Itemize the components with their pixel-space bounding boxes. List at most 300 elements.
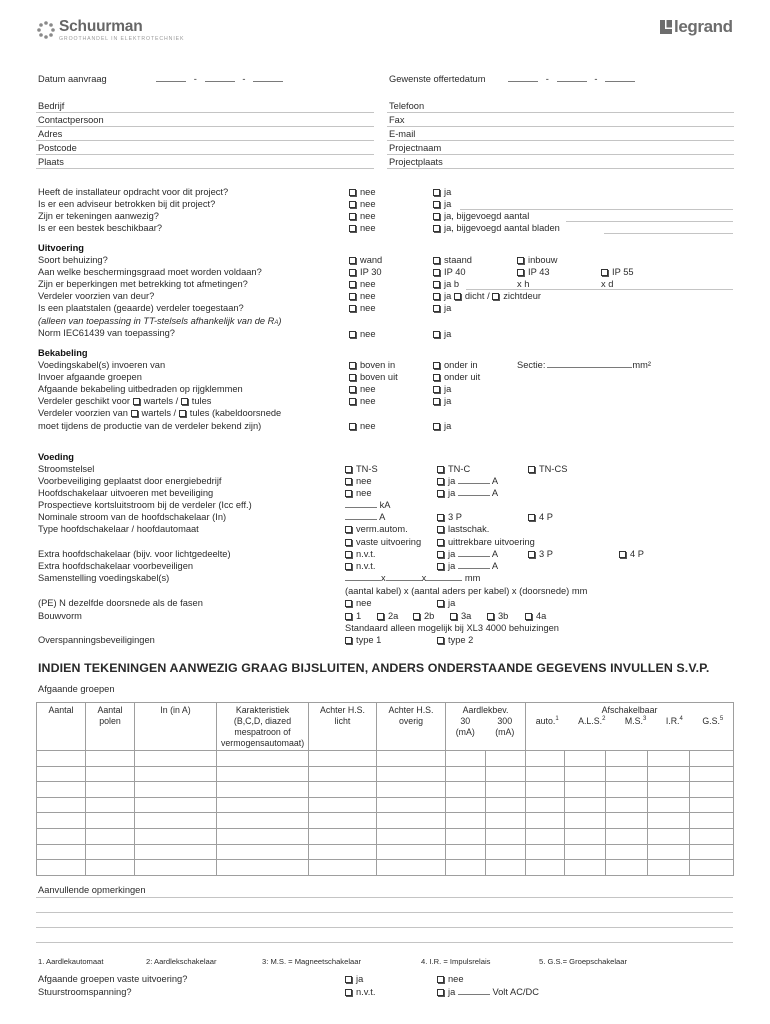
table-cell[interactable] xyxy=(606,751,648,767)
extra1-nvt-option[interactable]: n.v.t. xyxy=(345,548,375,560)
table-cell[interactable] xyxy=(526,766,565,782)
checkbox-icon[interactable] xyxy=(433,398,440,405)
table-cell[interactable] xyxy=(37,860,86,876)
table-cell[interactable] xyxy=(135,860,217,876)
table-header-row xyxy=(37,703,734,751)
checkbox-icon[interactable] xyxy=(433,331,440,338)
checkbox-icon[interactable] xyxy=(349,189,356,196)
table-cell[interactable] xyxy=(86,766,135,782)
table-cell[interactable] xyxy=(217,860,309,876)
projectplaats-field[interactable] xyxy=(387,168,734,169)
checkbox-icon[interactable] xyxy=(345,539,352,546)
aardlek-30-label: 30 (mA) xyxy=(455,716,475,737)
table-row xyxy=(37,751,734,767)
checkbox-icon[interactable] xyxy=(437,490,444,497)
table-cell[interactable] xyxy=(37,844,86,860)
checkbox-icon[interactable] xyxy=(349,213,356,220)
geschikt-nee-option[interactable]: nee xyxy=(349,395,376,407)
checkbox-icon[interactable] xyxy=(437,478,444,485)
table-cell[interactable] xyxy=(86,844,135,860)
type1-option[interactable]: type 1 xyxy=(345,634,381,646)
checkbox-icon[interactable] xyxy=(345,989,352,996)
projectplaats-label: Projectplaats xyxy=(389,157,443,167)
behuizing-wand-option[interactable]: wand xyxy=(349,254,382,266)
checkbox-icon[interactable] xyxy=(349,386,356,393)
table-cell[interactable] xyxy=(86,860,135,876)
ip43-option[interactable]: IP 43 xyxy=(517,266,550,278)
checkbox-icon[interactable] xyxy=(492,293,499,300)
checkbox-icon[interactable] xyxy=(345,613,352,620)
table-cell[interactable] xyxy=(648,782,690,798)
table-cell[interactable] xyxy=(648,751,690,767)
type2-option[interactable]: type 2 xyxy=(437,634,473,646)
bedrijf-label: Bedrijf xyxy=(38,101,65,111)
table-cell[interactable] xyxy=(446,860,486,876)
checkbox-icon[interactable] xyxy=(433,362,440,369)
projectnaam-label: Projectnaam xyxy=(389,143,442,153)
table-cell[interactable] xyxy=(606,766,648,782)
table-cell[interactable] xyxy=(217,844,309,860)
rijgklemmen-nee-option[interactable]: nee xyxy=(349,383,376,395)
table-cell[interactable] xyxy=(135,813,217,829)
checkbox-icon[interactable] xyxy=(345,637,352,644)
col-achter-licht: Achter H.S. licht xyxy=(309,703,377,751)
energie-nee-option[interactable]: nee xyxy=(345,475,372,487)
checkbox-icon[interactable] xyxy=(345,490,352,497)
contactpersoon-field[interactable] xyxy=(36,126,374,127)
table-cell[interactable] xyxy=(486,766,526,782)
table-cell[interactable] xyxy=(135,751,217,767)
q-rijgklemmen: Afgaande bekabeling uitbedraden op rijgklemmen xyxy=(38,384,243,394)
checkbox-icon[interactable] xyxy=(433,423,440,430)
checkbox-icon[interactable] xyxy=(433,257,440,264)
voeding-heading: Voeding xyxy=(38,452,74,462)
telefoon-field[interactable] xyxy=(387,112,734,113)
energie-ja-option[interactable]: ja A xyxy=(437,475,498,487)
opmerkingen-line-3[interactable] xyxy=(36,927,733,928)
vaste-ja-option[interactable]: ja xyxy=(345,973,363,985)
table-cell[interactable] xyxy=(86,797,135,813)
tncs-option[interactable]: TN-CS xyxy=(528,463,567,475)
bestek-nee-option[interactable]: nee xyxy=(349,222,376,234)
checkbox-icon[interactable] xyxy=(437,563,444,570)
checkbox-icon[interactable] xyxy=(528,551,535,558)
q-energiebedrijf: Voorbeveiliging geplaatst door energiebedrijf xyxy=(38,476,222,486)
table-cell[interactable] xyxy=(37,828,86,844)
q-extra-hoofdschakelaar: Extra hoofdschakelaar (bijv. voor lichtgedeelte) xyxy=(38,549,231,559)
bouwvorm-1-option[interactable]: 1 xyxy=(345,610,361,622)
checkbox-icon[interactable] xyxy=(349,257,356,264)
fax-field[interactable] xyxy=(387,126,734,127)
checkbox-icon[interactable] xyxy=(345,551,352,558)
table-cell[interactable] xyxy=(526,844,565,860)
table-cell[interactable] xyxy=(565,782,606,798)
table-cell[interactable] xyxy=(565,751,606,767)
table-cell[interactable] xyxy=(606,782,648,798)
behuizing-inbouw-option[interactable]: inbouw xyxy=(517,254,557,266)
table-cell[interactable] xyxy=(690,860,734,876)
q-opdracht: Heeft de installateur opdracht voor dit project? xyxy=(38,187,229,197)
tnc-option[interactable]: TN-C xyxy=(437,463,470,475)
afmetingen-ja-option[interactable]: ja b xyxy=(433,278,459,290)
geschikt-ja-option[interactable]: ja xyxy=(433,395,451,407)
table-cell[interactable] xyxy=(86,751,135,767)
bedrijf-field[interactable] xyxy=(36,112,374,113)
table-cell[interactable] xyxy=(37,797,86,813)
table-cell[interactable] xyxy=(217,828,309,844)
table-cell[interactable] xyxy=(446,751,486,767)
table-cell[interactable] xyxy=(309,766,377,782)
table-row xyxy=(37,844,734,860)
table-cell[interactable] xyxy=(309,813,377,829)
opmerkingen-line-2[interactable] xyxy=(36,912,733,913)
table-cell[interactable] xyxy=(86,828,135,844)
bouwvorm-3a-option[interactable]: 3a xyxy=(450,610,471,622)
table-cell[interactable] xyxy=(565,860,606,876)
deur-ja-option[interactable]: ja dicht / zichtdeur xyxy=(433,290,541,302)
checkbox-icon[interactable] xyxy=(345,563,352,570)
table-cell[interactable] xyxy=(648,828,690,844)
table-cell[interactable] xyxy=(606,828,648,844)
checkbox-icon[interactable] xyxy=(349,398,356,405)
col-in: In (in A) xyxy=(135,703,217,751)
checkbox-icon[interactable] xyxy=(349,293,356,300)
checkbox-icon[interactable] xyxy=(433,225,440,232)
q-stroomstelsel: Stroomstelsel xyxy=(38,464,95,474)
table-cell[interactable] xyxy=(377,782,446,798)
checkbox-icon[interactable] xyxy=(349,423,356,430)
table-row xyxy=(37,828,734,844)
checkbox-icon[interactable] xyxy=(437,539,444,546)
table-cell[interactable] xyxy=(606,797,648,813)
table-cell[interactable] xyxy=(37,751,86,767)
table-cell[interactable] xyxy=(309,797,377,813)
table-cell[interactable] xyxy=(565,813,606,829)
bouwvorm-2a-option[interactable]: 2a xyxy=(377,610,398,622)
ip55-option[interactable]: IP 55 xyxy=(601,266,634,278)
ip40-option[interactable]: IP 40 xyxy=(433,266,466,278)
afgaande-groepen-table xyxy=(36,702,734,876)
tekeningen-ja-option[interactable]: ja, bijgevoegd aantal xyxy=(433,210,529,222)
checkbox-icon[interactable] xyxy=(517,257,524,264)
table-cell[interactable] xyxy=(309,828,377,844)
table-cell[interactable] xyxy=(309,782,377,798)
checkbox-icon[interactable] xyxy=(437,600,444,607)
postcode-field[interactable] xyxy=(36,154,374,155)
ip30-option[interactable]: IP 30 xyxy=(349,266,382,278)
q-hoofdschakelaar-beveiliging: Hoofdschakelaar uitvoeren met beveiliging xyxy=(38,488,214,498)
tekeningen-nee-option[interactable]: nee xyxy=(349,210,376,222)
table-cell[interactable] xyxy=(309,751,377,767)
table-cell[interactable] xyxy=(135,782,217,798)
hoofd-bev-ja-option[interactable]: ja A xyxy=(437,487,498,499)
stuur-nvt-option[interactable]: n.v.t. xyxy=(345,986,375,998)
table-cell[interactable] xyxy=(606,813,648,829)
checkbox-icon[interactable] xyxy=(437,526,444,533)
bouwvorm-label: Bouwvorm xyxy=(38,611,82,621)
opmerkingen-line-1[interactable] xyxy=(36,897,733,898)
table-cell[interactable] xyxy=(606,844,648,860)
table-cell[interactable] xyxy=(377,844,446,860)
checkbox-icon[interactable] xyxy=(345,526,352,533)
verm-autom-option[interactable]: verm.autom. xyxy=(345,523,408,535)
afmetingen-h-label: x h xyxy=(517,279,530,289)
checkbox-icon[interactable] xyxy=(133,398,140,405)
checkbox-icon[interactable] xyxy=(433,201,440,208)
bestek-ja-option[interactable]: ja, bijgevoegd aantal bladen xyxy=(433,222,560,234)
checkbox-icon[interactable] xyxy=(377,613,384,620)
opdracht-nee-option[interactable]: nee xyxy=(349,186,376,198)
table-cell[interactable] xyxy=(648,797,690,813)
checkbox-icon[interactable] xyxy=(437,637,444,644)
table-cell[interactable] xyxy=(690,782,734,798)
table-cell[interactable] xyxy=(526,813,565,829)
behuizing-staand-option[interactable]: staand xyxy=(433,254,472,266)
checkbox-icon[interactable] xyxy=(349,201,356,208)
uittrekbare-uitvoering-option[interactable]: uittrekbare uitvoering xyxy=(437,536,535,548)
voedingskabel-onder-in-option[interactable]: onder in xyxy=(433,359,478,371)
voedingskabel-boven-in-option[interactable]: boven in xyxy=(349,359,395,371)
checkbox-icon[interactable] xyxy=(349,331,356,338)
checkbox-icon[interactable] xyxy=(528,514,535,521)
table-cell[interactable] xyxy=(446,797,486,813)
table-cell[interactable] xyxy=(606,860,648,876)
table-cell[interactable] xyxy=(309,860,377,876)
checkbox-icon[interactable] xyxy=(433,189,440,196)
table-cell[interactable] xyxy=(446,782,486,798)
checkbox-icon[interactable] xyxy=(437,551,444,558)
checkbox-icon[interactable] xyxy=(517,269,524,276)
table-cell[interactable] xyxy=(690,813,734,829)
bestek-aantal-field[interactable] xyxy=(604,233,733,234)
table-cell[interactable] xyxy=(377,797,446,813)
table-cell[interactable] xyxy=(565,844,606,860)
table-cell[interactable] xyxy=(217,766,309,782)
checkbox-icon[interactable] xyxy=(433,305,440,312)
table-cell[interactable] xyxy=(690,766,734,782)
samenstelling-note: (aantal kabel) x (aantal aders per kabel) x (doorsnede) mm xyxy=(345,586,588,596)
adviseur-nee-option[interactable]: nee xyxy=(349,198,376,210)
checkbox-icon[interactable] xyxy=(181,398,188,405)
checkbox-icon[interactable] xyxy=(349,362,356,369)
bouwvorm-4a-option[interactable]: 4a xyxy=(525,610,546,622)
checkbox-icon[interactable] xyxy=(437,976,444,983)
tekeningen-aantal-field[interactable] xyxy=(566,221,733,222)
table-cell[interactable] xyxy=(690,828,734,844)
table-cell[interactable] xyxy=(135,766,217,782)
table-cell[interactable] xyxy=(526,782,565,798)
lastschak-option[interactable]: lastschak. xyxy=(437,523,489,535)
table-cell[interactable] xyxy=(648,844,690,860)
checkbox-icon[interactable] xyxy=(349,281,356,288)
checkbox-icon[interactable] xyxy=(525,613,532,620)
legrand-mark-icon xyxy=(660,20,672,34)
table-cell[interactable] xyxy=(486,828,526,844)
table-cell[interactable] xyxy=(86,782,135,798)
adviseur-ja-option[interactable]: ja xyxy=(433,198,451,210)
adres-field[interactable] xyxy=(36,140,374,141)
invoer-onder-uit-option[interactable]: onder uit xyxy=(433,371,480,383)
bouwvorm-2b-option[interactable]: 2b xyxy=(413,610,434,622)
contactpersoon-label: Contactpersoon xyxy=(38,115,104,125)
checkbox-icon[interactable] xyxy=(450,613,457,620)
table-cell[interactable] xyxy=(690,797,734,813)
checkbox-icon[interactable] xyxy=(433,213,440,220)
checkbox-icon[interactable] xyxy=(619,551,626,558)
datum-aanvraag-field[interactable]: - - xyxy=(156,73,283,85)
checkbox-icon[interactable] xyxy=(528,466,535,473)
4p-option[interactable]: 4 P xyxy=(528,511,553,523)
checkbox-icon[interactable] xyxy=(179,410,186,417)
icc-field[interactable]: kA xyxy=(345,499,390,511)
table-cell[interactable] xyxy=(486,860,526,876)
checkbox-icon[interactable] xyxy=(433,269,440,276)
checkbox-icon[interactable] xyxy=(349,269,356,276)
checkbox-icon[interactable] xyxy=(349,225,356,232)
plaats-field[interactable] xyxy=(36,168,374,169)
extra2-nvt-option[interactable]: n.v.t. xyxy=(345,560,375,572)
table-cell[interactable] xyxy=(86,813,135,829)
extra1-3p-option[interactable]: 3 P xyxy=(528,548,553,560)
checkbox-icon[interactable] xyxy=(345,478,352,485)
checkbox-icon[interactable] xyxy=(131,410,138,417)
table-cell[interactable] xyxy=(565,766,606,782)
bouwvorm-3b-option[interactable]: 3b xyxy=(487,610,508,622)
table-cell[interactable] xyxy=(648,766,690,782)
table-cell[interactable] xyxy=(37,813,86,829)
checkbox-icon[interactable] xyxy=(433,293,440,300)
plaatstalen-ja-option[interactable]: ja xyxy=(433,302,451,314)
checkbox-icon[interactable] xyxy=(433,281,440,288)
table-cell[interactable] xyxy=(135,797,217,813)
table-cell[interactable] xyxy=(526,797,565,813)
checkbox-icon[interactable] xyxy=(437,466,444,473)
afschakelbaar-label: Afschakelbaar xyxy=(601,705,658,715)
extra2-ja-option[interactable]: ja A xyxy=(437,560,498,572)
table-cell[interactable] xyxy=(217,813,309,829)
q-extra-voorbeveiligen: Extra hoofdschakelaar voorbeveiligen xyxy=(38,561,194,571)
norm-nee-option[interactable]: nee xyxy=(349,328,376,340)
checkbox-icon[interactable] xyxy=(433,386,440,393)
checkbox-icon[interactable] xyxy=(601,269,608,276)
email-label: E-mail xyxy=(389,129,416,139)
deur-nee-option[interactable]: nee xyxy=(349,290,376,302)
table-cell[interactable] xyxy=(135,844,217,860)
table-cell[interactable] xyxy=(377,828,446,844)
table-cell[interactable] xyxy=(486,751,526,767)
table-cell[interactable] xyxy=(135,828,217,844)
pen-ja-option[interactable]: ja xyxy=(437,597,455,609)
checkbox-icon[interactable] xyxy=(454,293,461,300)
table-cell[interactable] xyxy=(217,797,309,813)
table-cell[interactable] xyxy=(309,844,377,860)
table-cell[interactable] xyxy=(486,813,526,829)
checkbox-icon[interactable] xyxy=(349,305,356,312)
table-cell[interactable] xyxy=(648,860,690,876)
3p-option[interactable]: 3 P xyxy=(437,511,462,523)
invoer-boven-uit-option[interactable]: boven uit xyxy=(349,371,398,383)
table-cell[interactable] xyxy=(37,782,86,798)
stuur-ja-option[interactable]: ja Volt AC/DC xyxy=(437,986,539,998)
table-cell[interactable] xyxy=(37,766,86,782)
table-cell[interactable] xyxy=(377,766,446,782)
table-cell[interactable] xyxy=(690,751,734,767)
table-cell[interactable] xyxy=(526,860,565,876)
q-norm: Norm IEC61439 van toepassing? xyxy=(38,328,175,338)
hoofd-bev-nee-option[interactable]: nee xyxy=(345,487,372,499)
projectnaam-field[interactable] xyxy=(387,154,734,155)
extra1-4p-option[interactable]: 4 P xyxy=(619,548,644,560)
tt-stelsel-note: (alleen van toepassing in TT-stelsels afhankelijk van de RA) xyxy=(38,316,282,326)
checkbox-icon[interactable] xyxy=(487,613,494,620)
q-nominale-stroom: Nominale stroom van de hoofdschakelaar (In) xyxy=(38,512,227,522)
q-stuurstroom: Stuurstroomspanning? xyxy=(38,987,132,997)
extra1-ja-option[interactable]: ja A xyxy=(437,548,498,560)
q-afmetingen: Zijn er beperkingen met betrekking tot afmetingen? xyxy=(38,279,248,289)
table-cell[interactable] xyxy=(486,782,526,798)
table-cell[interactable] xyxy=(690,844,734,860)
checkbox-icon[interactable] xyxy=(349,374,356,381)
vaste-nee-option[interactable]: nee xyxy=(437,973,464,985)
voorzien-ja-option[interactable]: ja xyxy=(433,420,451,432)
rijgklemmen-ja-option[interactable]: ja xyxy=(433,383,451,395)
checkbox-icon[interactable] xyxy=(345,976,352,983)
table-cell[interactable] xyxy=(377,813,446,829)
table-cell[interactable] xyxy=(446,828,486,844)
q-invoer-groepen: Invoer afgaande groepen xyxy=(38,372,142,382)
email-field[interactable] xyxy=(387,140,734,141)
tns-option[interactable]: TN-S xyxy=(345,463,378,475)
table-cell[interactable] xyxy=(565,797,606,813)
table-cell[interactable] xyxy=(446,813,486,829)
plaatstalen-nee-option[interactable]: nee xyxy=(349,302,376,314)
vaste-uitvoering-option[interactable]: vaste uitvoering xyxy=(345,536,421,548)
checkbox-icon[interactable] xyxy=(437,989,444,996)
table-cell[interactable] xyxy=(526,828,565,844)
table-cell[interactable] xyxy=(486,844,526,860)
offertedatum-field[interactable]: - - xyxy=(508,73,635,85)
table-cell[interactable] xyxy=(446,844,486,860)
schuurman-dots-icon xyxy=(36,20,56,40)
table-cell[interactable] xyxy=(565,828,606,844)
col-karakteristiek: Karakteristiek (B,C,D, diazed mespatroon of vermogensautomaat) xyxy=(217,703,309,751)
voorzien-nee-option[interactable]: nee xyxy=(349,420,376,432)
table-cell[interactable] xyxy=(486,797,526,813)
checkbox-icon[interactable] xyxy=(413,613,420,620)
opmerkingen-label: Aanvullende opmerkingen xyxy=(38,885,146,895)
table-cell[interactable] xyxy=(377,751,446,767)
nominale-stroom-field[interactable]: A xyxy=(345,511,385,523)
norm-ja-option[interactable]: ja xyxy=(433,328,451,340)
aardlek-300-label: 300 (mA) xyxy=(495,716,515,737)
opdracht-ja-option[interactable]: ja xyxy=(433,186,451,198)
checkbox-icon[interactable] xyxy=(345,466,352,473)
table-cell[interactable] xyxy=(377,860,446,876)
pen-nee-option[interactable]: nee xyxy=(345,597,372,609)
opmerkingen-line-4[interactable] xyxy=(36,942,733,943)
checkbox-icon[interactable] xyxy=(433,374,440,381)
checkbox-icon[interactable] xyxy=(437,514,444,521)
table-cell[interactable] xyxy=(446,766,486,782)
afmetingen-nee-option[interactable]: nee xyxy=(349,278,376,290)
table-cell[interactable] xyxy=(648,813,690,829)
table-cell[interactable] xyxy=(526,751,565,767)
checkbox-icon[interactable] xyxy=(345,600,352,607)
sectie-field[interactable]: Sectie: mm² xyxy=(517,360,652,370)
table-cell[interactable] xyxy=(217,782,309,798)
samenstelling-field[interactable]: x x mm xyxy=(345,572,480,584)
table-cell[interactable] xyxy=(217,751,309,767)
